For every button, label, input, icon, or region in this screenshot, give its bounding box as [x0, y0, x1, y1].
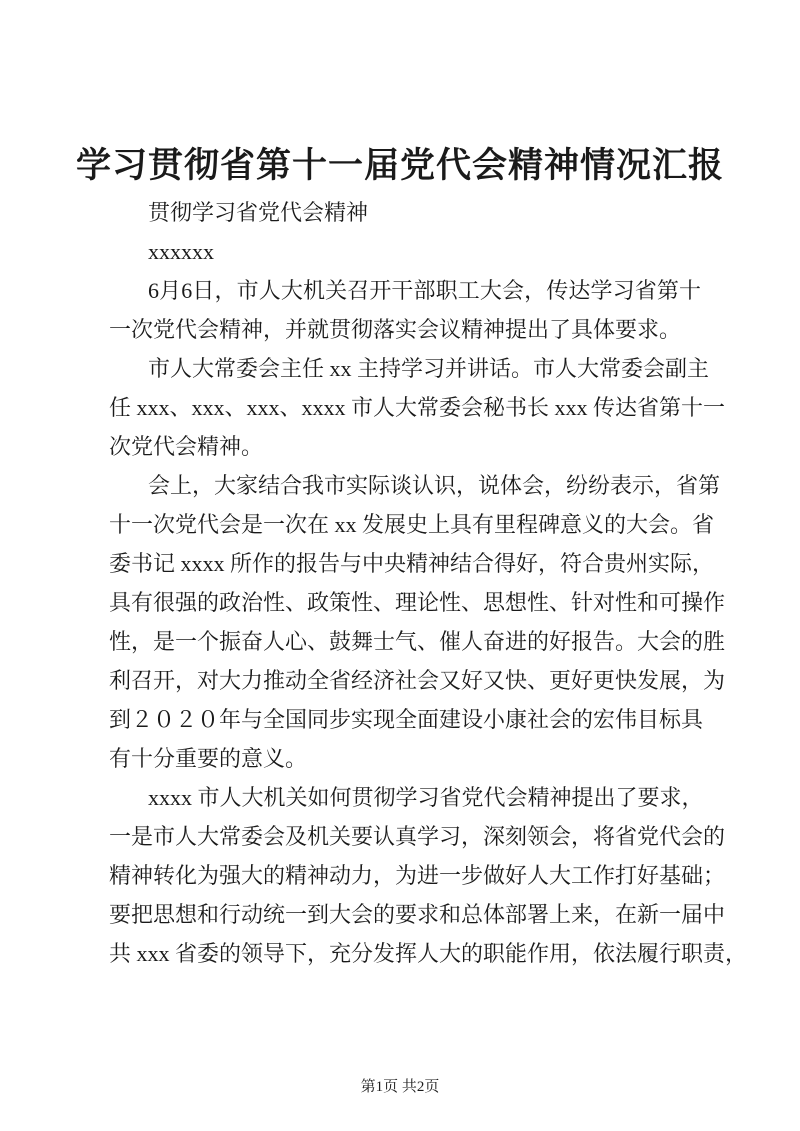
text-line: 市人大常委会主任 xx 主持学习并讲话。市人大常委会副主 — [148, 356, 710, 381]
text-line: 会上，大家结合我市实际谈认识，说体会，纷纷表示，省第 — [148, 473, 721, 498]
text-line: xxxxxx — [148, 239, 214, 264]
text-line: 一次党代会精神，并就贯彻落实会议精神提出了具体要求。 — [109, 317, 682, 342]
text-line: 具有很强的政治性、政策性、理论性、思想性、针对性和可操作 — [109, 590, 726, 615]
text-line: 十一次党代会是一次在 xx 发展史上具有里程碑意义的大会。省 — [109, 512, 715, 537]
text-line: 有十分重要的意义。 — [109, 746, 308, 771]
text-line: 共 xxx 省委的领导下，充分发挥人大的职能作用，依法履行职责， — [109, 941, 748, 966]
text-line: 性，是一个振奋人心、鼓舞士气、催人奋进的好报告。大会的胜 — [109, 629, 726, 654]
document-body — [109, 193, 748, 973]
text-line: 任 xxx、xxx、xxx、xxxx 市人大常委会秘书长 xxx 传达省第十一 — [109, 395, 726, 420]
text-line: 要把思想和行动统一到大会的要求和总体部署上来，在新一届中 — [109, 902, 726, 927]
text-line: 一是市人大常委会及机关要认真学习，深刻领会，将省党代会的 — [109, 824, 726, 849]
text-line: 次党代会精神。 — [109, 434, 264, 459]
text-line: 到２０２０年与全国同步实现全面建设小康社会的宏伟目标具 — [109, 707, 704, 732]
text-line: xxxx 市人大机关如何贯彻学习省党代会精神提出了要求， — [148, 785, 704, 810]
text-line: 6月6日，市人大机关召开干部职工大会，传达学习省第十 — [148, 278, 701, 303]
document-title: 学习贯彻省第十一届党代会精神情况汇报 — [75, 146, 724, 186]
text-line: 委书记 xxxx 所作的报告与中央精神结合得好，符合贵州实际， — [109, 551, 715, 576]
page-footer: 第1页 共2页 — [360, 1079, 440, 1095]
text-line: 精神转化为强大的精神动力，为进一步做好人大工作打好基础； — [109, 863, 726, 888]
text-line: 贯彻学习省党代会精神 — [148, 200, 369, 225]
text-line: 利召开，对大力推动全省经济社会又好又快、更好更快发展，为 — [109, 668, 726, 693]
